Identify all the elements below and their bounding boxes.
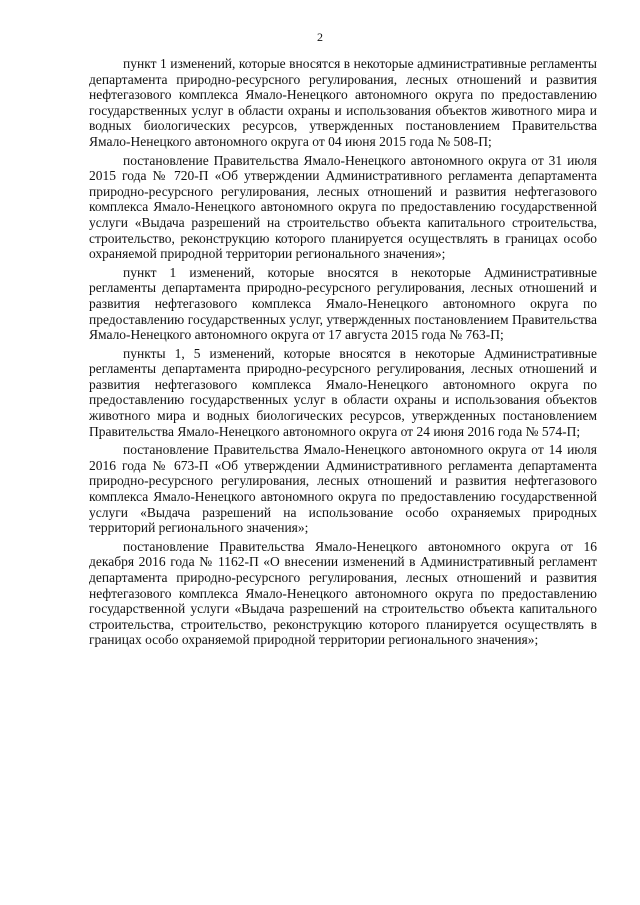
page-number: 2 [317, 30, 323, 44]
paragraph-item-1: пункт 1 изменений, которые вносятся в некоторые административные регламенты департамента природно-ресурсного регулирования, лесных отношений и развития нефтегазового комплекса Ямало-Ненецкого автономного округа по предоставлению государственных услуг в области охраны и использования объектов животного мира и водных биологических ресурсов, утвержденных постановлением Правительства Ямало-Ненецкого автономного округа от 04 июня 2015 года № 508-П; [89, 56, 597, 149]
paragraph-item-1-763: пункт 1 изменений, которые вносятся в некоторые Административные регламенты департамента природно-ресурсного регулирования, лесных отношений и развития нефтегазового комплекса Ямало-Ненецкого автономного округа по предоставлению государственных услуг, утвержденных постановлением Правительства Ямало-Ненецкого автономного округа от 17 августа 2015 года № 763-П; [89, 264, 597, 343]
paragraph-resolution-720: постановление Правительства Ямало-Ненецкого автономного округа от 31 июля 2015 года № 720-П «Об утверждении Административного регламента департамента природно-ресурсного регулирования, лесных отношений и развития нефтегазового комплекса Ямало-Ненецкого автономного округа по предоставлению государственной услуги «Выдача разрешений на строительство объекта капитального строительства, строительство, реконструкцию которого планируется осуществлять в границах особо охраняемой природной территории регионального значения»; [89, 152, 597, 262]
document-body [89, 56, 597, 651]
paragraph-resolution-673: постановление Правительства Ямало-Ненецкого автономного округа от 14 июля 2016 года № 673-П «Об утверждении Административного регламента департамента природно-ресурсного регулирования, лесных отношений и развития нефтегазового комплекса Ямало-Ненецкого автономного округа по предоставлению государственной услуги «Выдача разрешений на использование особо охраняемых природных территорий регионального значения»; [89, 442, 597, 536]
paragraph-items-1-5: пункты 1, 5 изменений, которые вносятся в некоторые Административные регламенты департамента природно-ресурсного регулирования, лесных отношений и развития нефтегазового комплекса Ямало-Ненецкого автономного округа по предоставлению государственных услуг в области охраны и использования объектов животного мира и водных биологических ресурсов, утвержденных постановлением Правительства Ямало-Ненецкого автономного округа от 24 июня 2016 года № 574-П; [89, 345, 597, 439]
paragraph-resolution-1162: постановление Правительства Ямало-Ненецкого автономного округа от 16 декабря 2016 года № 1162-П «О внесении изменений в Административный регламент департамента природно-ресурсного регулирования, лесных отношений и развития нефтегазового комплекса Ямало-Ненецкого автономного округа по предоставлению государственной услуги «Выдача разрешений на строительство объекта капитального строительства, строительство, реконструкцию которого планируется осуществлять в границах особо охраняемой природной территории регионального значения»; [89, 538, 597, 648]
